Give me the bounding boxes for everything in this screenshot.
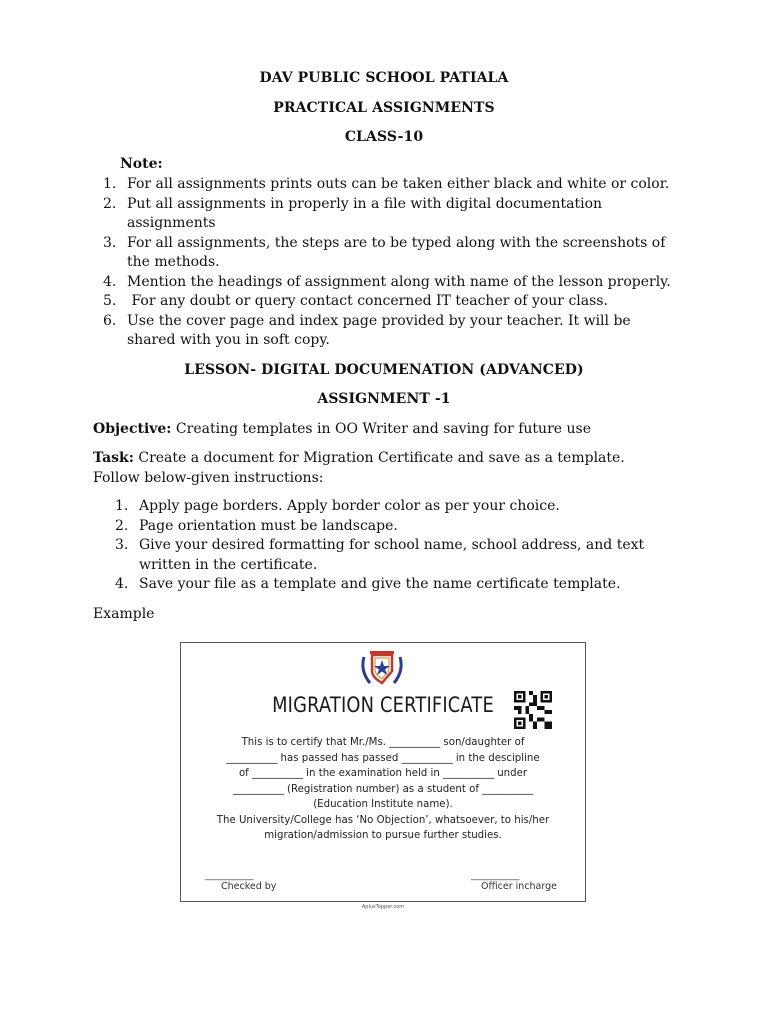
school-name: DAV PUBLIC SCHOOL PATIALA: [259, 70, 509, 86]
certificate-line: The University/College has ‘No Objection’, whatsoever, to his/her: [216, 814, 550, 826]
lesson-title: LESSON- DIGITAL DOCUMENATION (ADVANCED): [184, 362, 584, 378]
list-number: 6.: [103, 312, 117, 329]
note-list: [103, 175, 673, 351]
objective-text: Creating templates in OO Writer and saving for future use: [171, 421, 591, 437]
list-number: 2.: [115, 517, 129, 534]
task-text: Create a document for Migration Certificate and save as a template. Follow below-given instructions:: [93, 450, 625, 486]
signature-line-right: ____________: [471, 871, 519, 881]
objective-label: Objective:: [93, 421, 172, 437]
list-text: Save your file as a template and give the name certificate template.: [139, 576, 621, 592]
list-number: 1.: [115, 498, 129, 514]
list-text: Page orientation must be landscape.: [139, 517, 398, 534]
example-label: Example: [93, 606, 155, 622]
list-number: 5.: [103, 293, 117, 309]
certificate-line: This is to certify that Mr./Ms. __________ son/daughter of: [241, 737, 525, 748]
certificate-line: of __________ in the examination held in __________ under: [238, 768, 528, 779]
officer-incharge-label: Officer incharge: [481, 881, 557, 892]
note-label: Note:: [120, 156, 163, 172]
list-item: [115, 536, 655, 575]
signature-line-left: ____________: [205, 871, 253, 881]
list-text: For any doubt or query contact concerned IT teacher of your class.: [127, 293, 608, 309]
list-number: 2.: [103, 195, 117, 212]
list-item: [103, 234, 673, 273]
list-number: 4.: [115, 576, 129, 592]
list-text: Apply page borders. Apply border color as per your choice.: [139, 498, 560, 514]
list-number: 1.: [103, 176, 117, 192]
certificate-image: [180, 642, 586, 902]
list-number: 3.: [115, 537, 129, 553]
class-label: CLASS-10: [344, 129, 424, 145]
assignment-title: ASSIGNMENT -1: [317, 391, 451, 407]
list-number: 3.: [103, 234, 117, 251]
star-emblem-icon: [356, 649, 408, 689]
list-item: [103, 175, 673, 195]
list-text: Give your desired formatting for school name, school address, and text written in the certificate.: [139, 537, 645, 573]
certificate-title: MIGRATION CERTIFICATE: [272, 693, 494, 717]
list-item: [103, 312, 673, 351]
list-item: [103, 292, 673, 312]
task-paragraph: [93, 449, 673, 488]
list-text: Put all assignments in properly in a file with digital documentation assignments: [127, 195, 603, 231]
list-item: [103, 195, 673, 234]
list-text: For all assignments, the steps are to be typed along with the screenshots of the methods.: [127, 234, 666, 270]
certificate-line: __________ has passed has passed __________ in the descipline: [226, 752, 540, 764]
page-subtitle: PRACTICAL ASSIGNMENTS: [273, 100, 495, 116]
list-item: [115, 517, 655, 537]
certificate-body: [191, 735, 575, 844]
list-number: 4.: [103, 273, 117, 290]
list-item: [115, 575, 655, 595]
task-label: Task:: [93, 450, 134, 466]
list-text: For all assignments prints outs can be taken either black and white or color.: [127, 176, 670, 192]
watermark-caption: AplusTopper.com: [361, 904, 405, 910]
certificate-line: migration/admission to pursue further studies.: [264, 830, 502, 841]
certificate-line: (Education Institute name).: [313, 799, 453, 810]
list-text: Use the cover page and index page provided by your teacher. It will be shared with you in soft copy.: [127, 312, 631, 348]
checked-by-label: Checked by: [221, 881, 277, 892]
task-list: [115, 497, 655, 595]
list-item: [103, 273, 673, 293]
qr-code-icon: [514, 691, 552, 729]
list-item: [115, 497, 655, 517]
list-text: Mention the headings of assignment along with name of the lesson properly.: [127, 273, 671, 290]
certificate-line: __________ (Registration number) as a student of __________: [232, 783, 534, 795]
objective-paragraph: [93, 420, 673, 440]
